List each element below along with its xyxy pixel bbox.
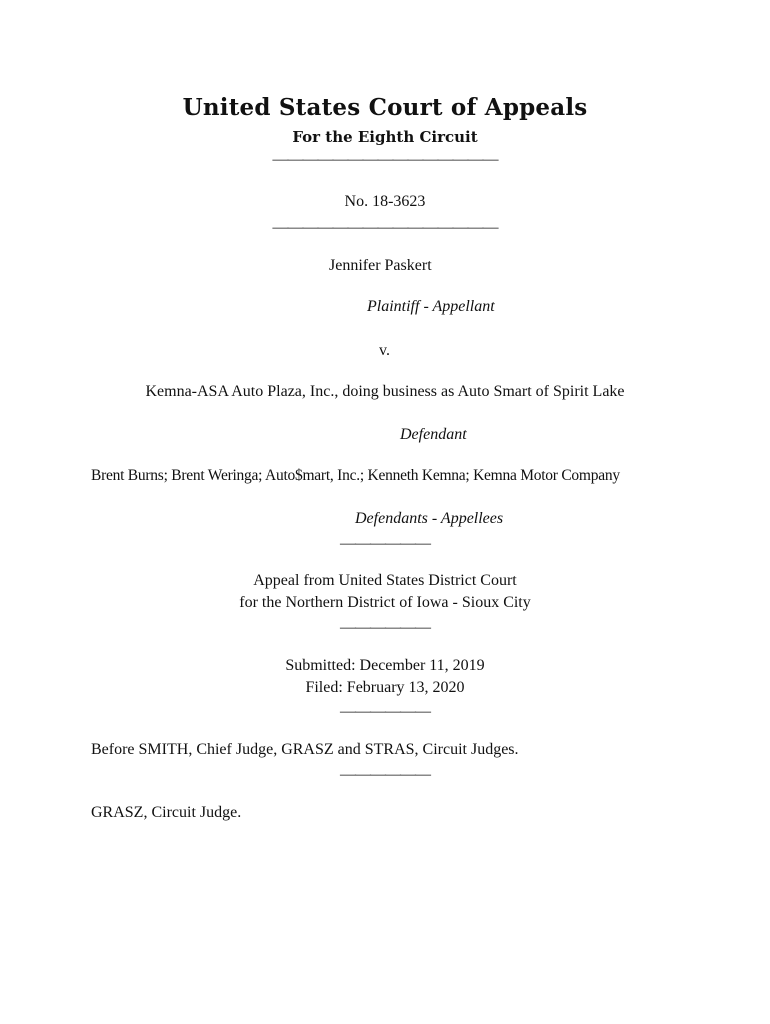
panel-judges: Before SMITH, Chief Judge, GRASZ and STRAS, Circuit Judges. xyxy=(91,741,519,758)
submitted-date: Submitted: December 11, 2019 xyxy=(285,657,485,674)
plaintiff-name: Jennifer Paskert xyxy=(329,257,432,274)
divider-short-1: —————— xyxy=(340,535,430,552)
defendant-role: Defendant xyxy=(400,426,467,443)
appellees-role: Defendants - Appellees xyxy=(355,510,504,527)
filed-date: Filed: February 13, 2020 xyxy=(305,679,465,696)
opinion-author: GRASZ, Circuit Judge. xyxy=(91,804,242,821)
defendant-name: Kemna-ASA Auto Plaza, Inc., doing business as Auto Smart of Spirit Lake xyxy=(145,383,625,400)
case-number: No. 18-3623 xyxy=(344,193,426,210)
appellees-names: Brent Burns; Brent Weringa; Auto$mart, Inc.; Kenneth Kemna; Kemna Motor Company xyxy=(91,467,620,484)
appeal-line-1: Appeal from United States District Court xyxy=(253,572,517,589)
appeal-line-2: for the Northern District of Iowa - Sioux City xyxy=(239,594,531,611)
versus: v. xyxy=(379,342,390,359)
divider-short-4: —————— xyxy=(340,766,430,783)
divider-short-2: —————— xyxy=(340,619,430,636)
divider-long-bottom: ——————————————— xyxy=(272,219,498,236)
court-name: United States Court of Appeals xyxy=(182,94,588,121)
plaintiff-role: Plaintiff - Appellant xyxy=(367,298,495,315)
divider-short-3: —————— xyxy=(340,703,430,720)
divider-long-top: ——————————————— xyxy=(272,151,498,168)
court-circuit: For the Eighth Circuit xyxy=(292,128,478,146)
